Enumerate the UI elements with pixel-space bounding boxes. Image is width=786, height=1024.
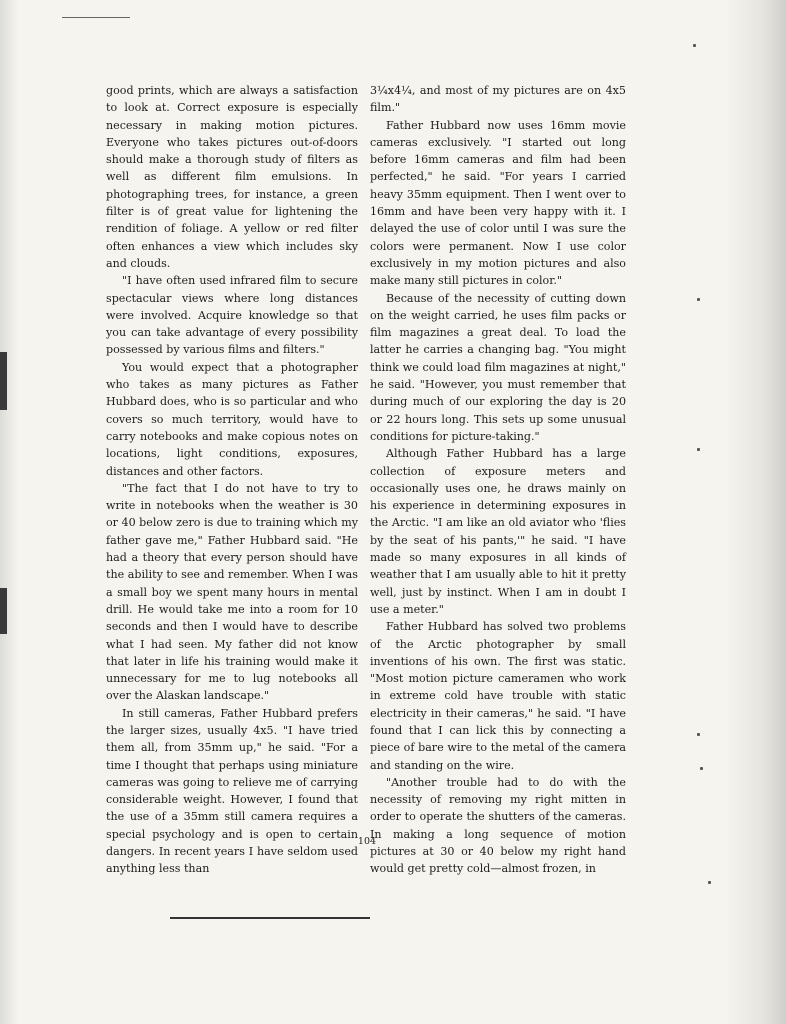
paragraph: In still cameras, Father Hubbard prefers the larger sizes, usually 4x5. "I have tried them all, from 35mm up," he said. "For a time I thought that perhaps using miniature cameras was going to relieve me of carrying considerable weight. However, I found that the use of a 35mm still camera requires a special psychology and is open to certain dangers. In recent years I have seldom used anything less than — [106, 706, 358, 876]
page-number: 104 — [357, 836, 377, 847]
scan-speck — [697, 733, 700, 736]
paragraph: "I have often used infrared film to secure spectacular views where long distances were involved. Acquire knowledge so that you can take advantage of every possibility possessed by various films and filters." — [106, 274, 358, 357]
scan-speck — [697, 298, 700, 301]
scan-right-edge-shadow — [726, 0, 786, 1024]
paragraph: "The fact that I do not have to try to write in notebooks when the weather is 30 or 40 below zero is due to training which my father gave me," Father Hubbard said. "He had a theory that every person should have the ability to see and remember. When I was a small boy we spent many hours in mental drill. He would take me into a room for 10 seconds and then I would have to describe what I had seen. My father did not know that later in life his training would make it unnecessary for me to lug notebooks all over the Alaskan landscape." — [106, 481, 359, 703]
top-rule — [62, 17, 130, 18]
scan-speck — [708, 881, 711, 884]
paragraph: You would expect that a photographer who takes as many pictures as Father Hubbard does, who is so particular and who covers so much territory, would have to carry notebooks and make copious notes on locations, light conditions, exposures, distances and other factors. — [106, 360, 358, 478]
paragraph: good prints, which are always a satisfaction to look at. Correct exposure is especially necessary in making motion pictures. Everyone who takes pictures out-of-doors should make a thorough study of filters as well as different film emulsions. In photographing trees, for instance, a green filter is of great value for lightening the rendition of foliage. A yellow or red filter often enhances a view which includes sky and clouds. — [106, 84, 358, 270]
bottom-rule — [170, 917, 370, 919]
paragraph: Because of the necessity of cutting down on the weight carried, he uses film packs or film magazines a great deal. To load the latter he carries a changing bag. "You might think we could load film magazines at night," he said. "However, you must remember that during much of our exploring the day is 20 or 22 hours long. This sets up some unusual conditions for picture-taking." — [370, 291, 626, 443]
margin-binding-mark — [0, 352, 7, 410]
paragraph: Although Father Hubbard has a large collection of exposure meters and occasionally uses one, he draws mainly on his experience in determining exposures in the Arctic. "I am like an old aviator who 'flies by the seat of his pants,'" he said. "I have made so many exposures in all kinds of weather that I am usually able to hit it pretty well, just by instinct. When I am in doubt I use a meter." — [370, 447, 626, 616]
paragraph: 3¼x4¼, and most of my pictures are on 4x5 film." — [370, 84, 626, 115]
right-text-column — [370, 82, 626, 878]
left-text-column — [106, 82, 358, 878]
paragraph: Father Hubbard now uses 16mm movie cameras exclusively. "I started out long before 16mm cameras and film had been perfected," he said. "For years I carried heavy 35mm equipment. Then I went over to 16mm and have been very happy with it. I delayed the use of color until I was sure the colors were permanent. Now I use color exclusively in my motion pictures and also make many still pictures in color." — [370, 118, 626, 288]
scan-speck — [693, 44, 696, 47]
paragraph: Father Hubbard has solved two problems of the Arctic photographer by small inventions of his own. The first was static. "Most motion picture cameramen who work in extreme cold have trouble with static electricity in their cameras," he said. "I have found that I can lick this by connecting a piece of bare wire to the metal of the camera and standing on the wire. — [370, 620, 626, 772]
scan-speck — [697, 448, 700, 451]
scan-speck — [700, 767, 703, 770]
scan-left-edge-shadow — [0, 0, 18, 1024]
paragraph: "Another trouble had to do with the necessity of removing my right mitten in order to operate the shutters of the cameras. In making a long sequence of motion pictures at 30 or 40 below my right hand would get pretty cold—almost frozen, in — [370, 775, 626, 876]
margin-binding-mark — [0, 588, 7, 634]
